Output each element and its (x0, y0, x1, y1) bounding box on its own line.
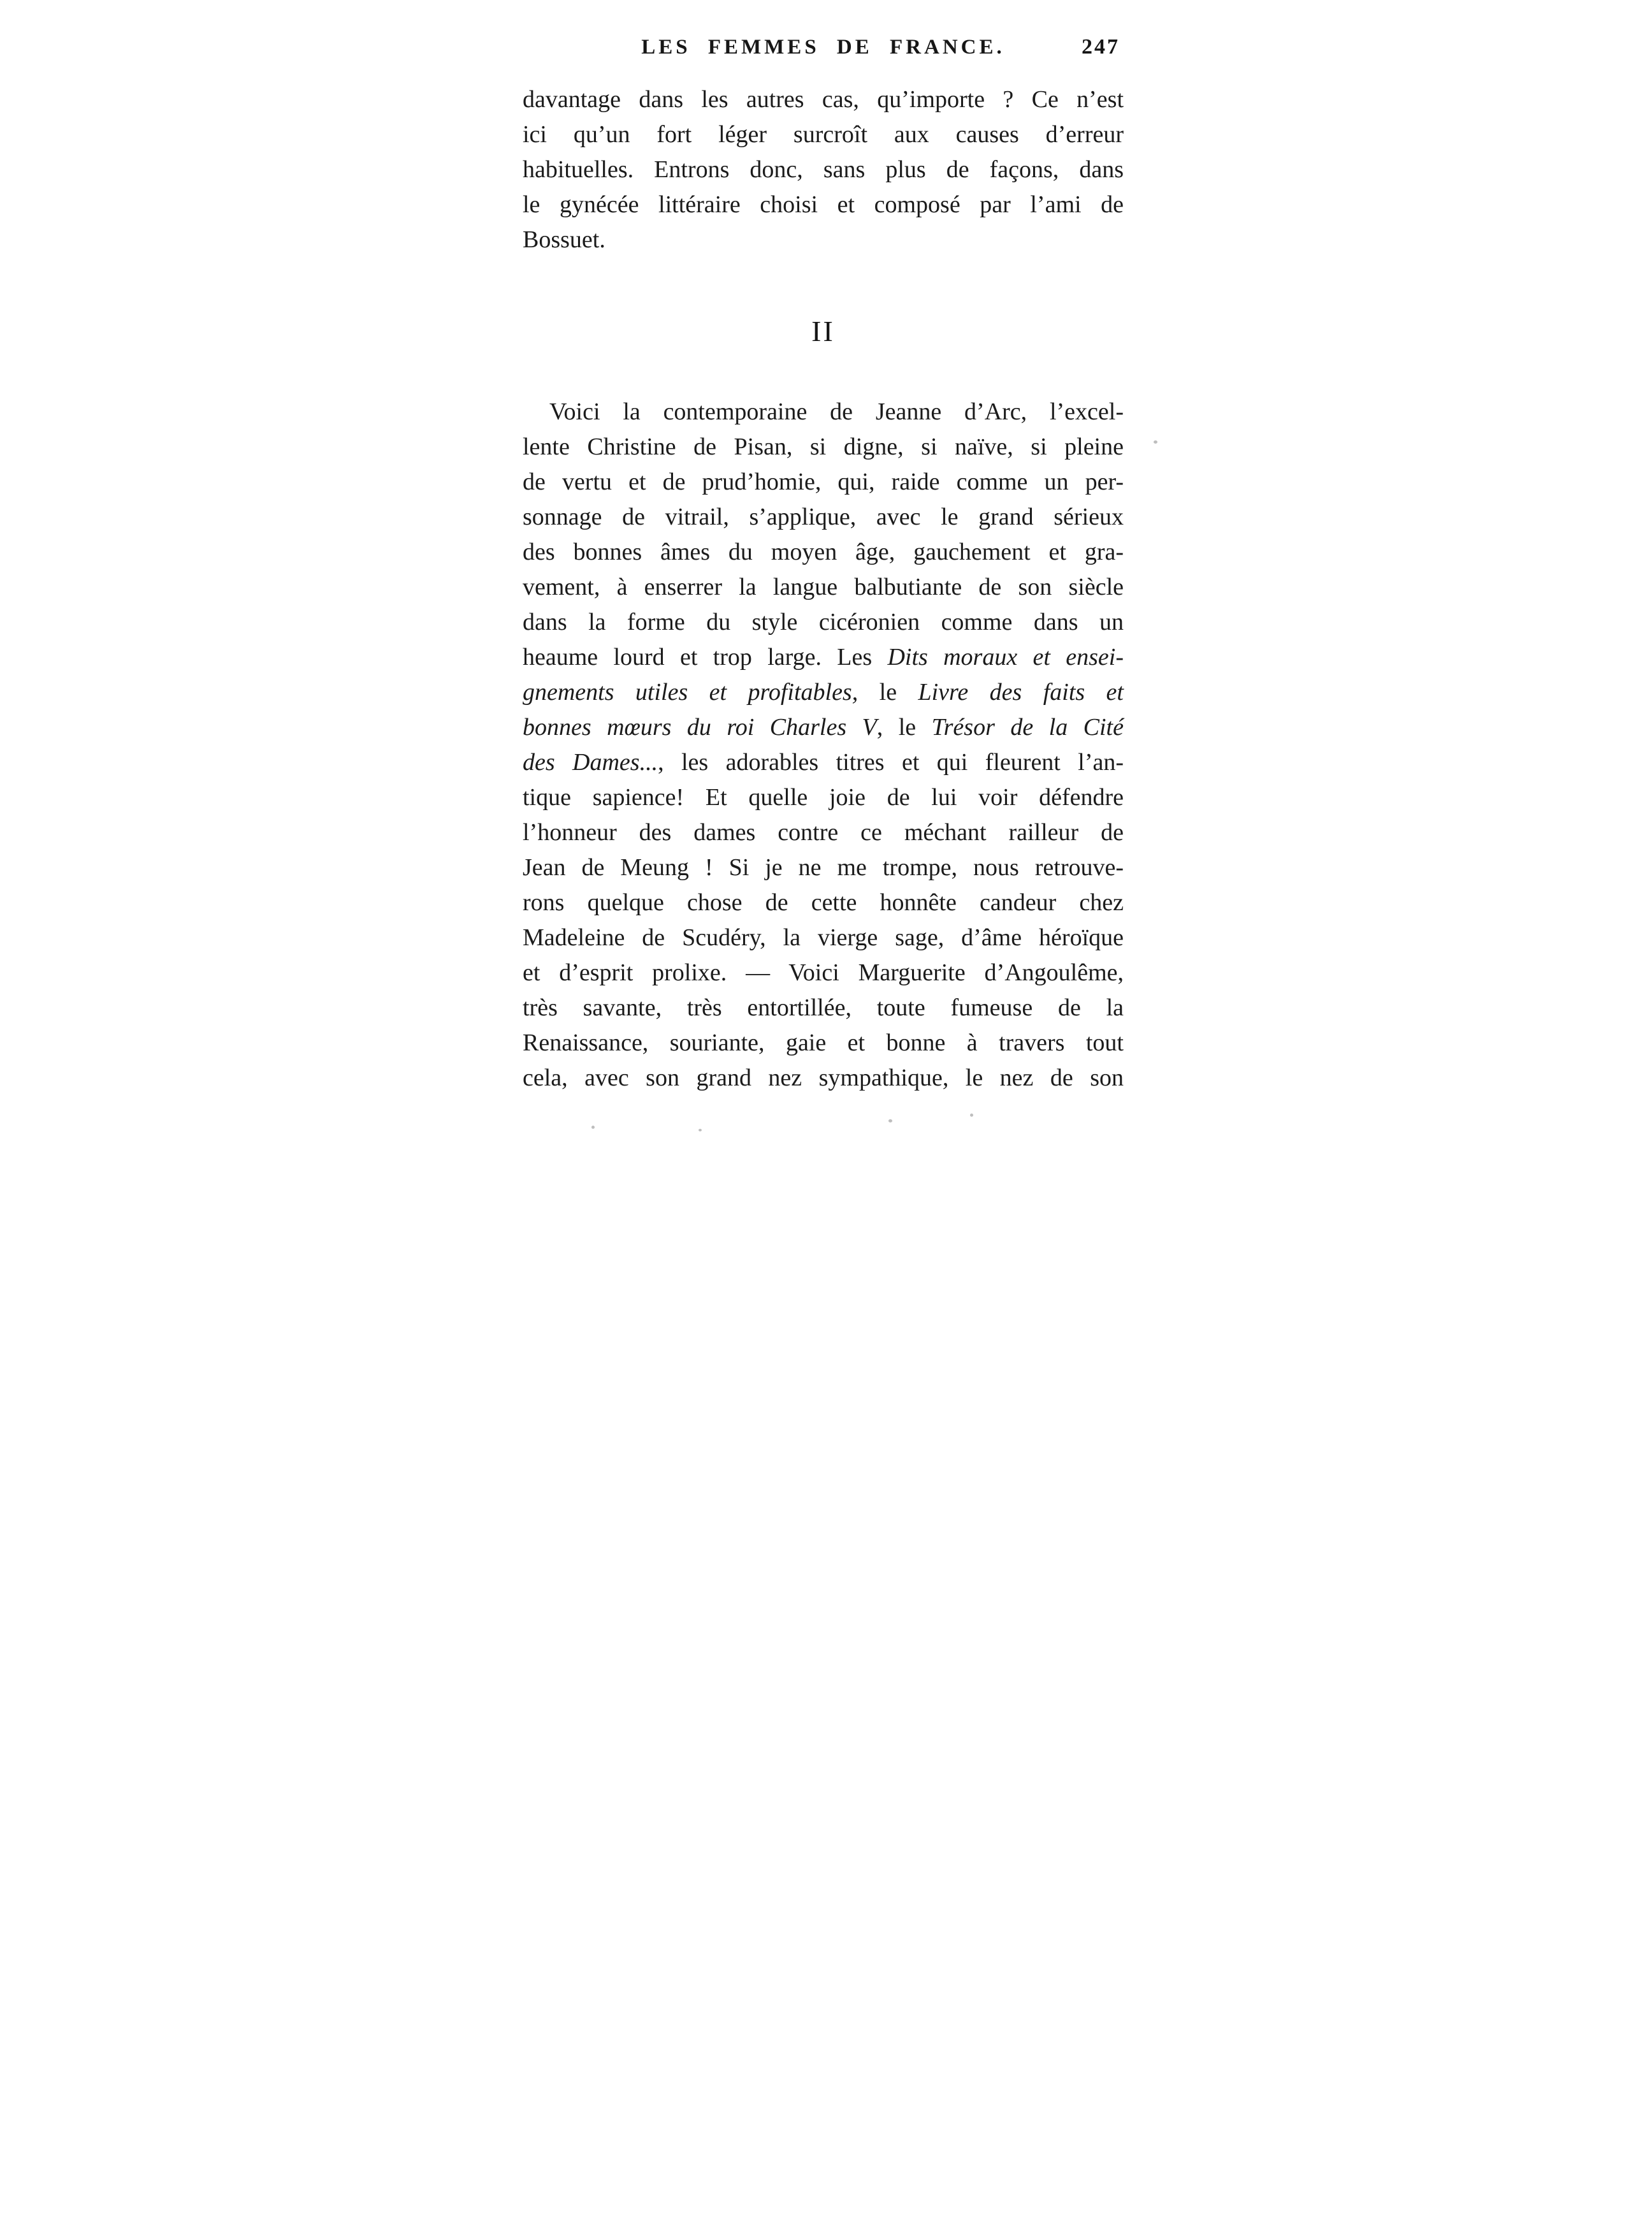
text-line (523, 815, 1124, 850)
italic-text-segment: gnements utiles et profitables, (523, 679, 859, 706)
text-segment: très savante, très entortillée, toute fumeuse de la (523, 994, 1124, 1021)
text-segment: Voici la contemporaine de Jeanne d’Arc, l’excel- (549, 398, 1124, 425)
text-segment: davantage dans les autres cas, qu’importe ? Ce n’est (523, 86, 1124, 113)
text-segment: Jean de Meung ! Si je ne me trompe, nous retrouve- (523, 854, 1124, 881)
text-line (523, 535, 1124, 570)
text-segment: tique sapience! Et quelle joie de lui voir défendre (523, 784, 1124, 811)
text-line (523, 850, 1124, 885)
text-segment: Bossuet. (523, 226, 605, 253)
text-line (523, 500, 1124, 535)
text-line (523, 570, 1124, 605)
text-segment: , les adorables titres et qui fleurent l’an- (658, 749, 1124, 776)
text-segment: l’honneur des dames contre ce méchant railleur de (523, 819, 1124, 846)
text-line (523, 955, 1124, 991)
text-line (523, 430, 1124, 465)
page-number: 247 (1082, 35, 1120, 59)
text-segment: dans la forme du style cicéronien comme dans un (523, 609, 1124, 635)
text-line (523, 745, 1124, 780)
text-segment: ici qu’un fort léger surcroît aux causes d’erreur (523, 121, 1124, 148)
text-line (523, 1061, 1124, 1096)
italic-text-segment: des Dames... (523, 749, 658, 776)
italic-text-segment: Dits moraux et ensei- (887, 644, 1124, 671)
text-segment: heaume lourd et trop large. Les (523, 644, 888, 671)
text-segment: et d’esprit prolixe. — Voici Marguerite d’Angoulême, (523, 959, 1124, 986)
text-line (523, 395, 1124, 430)
text-segment: vement, à enserrer la langue balbutiante de son siècle (523, 574, 1124, 600)
italic-text-segment: bonnes mœurs du roi Charles V (523, 714, 877, 741)
scan-speck (1154, 440, 1157, 444)
text-segment: Renaissance, souriante, gaie et bonne à travers tout (523, 1029, 1124, 1056)
text-segment: cela, avec son grand nez sympathique, le nez de son (523, 1064, 1124, 1091)
scan-speck (888, 1119, 892, 1122)
scan-speck (591, 1126, 595, 1129)
text-segment: Madeleine de Scudéry, la vierge sage, d’âme héroïque (523, 924, 1124, 951)
scan-speck (699, 1129, 702, 1131)
italic-text-segment: Livre des faits et (918, 679, 1124, 706)
text-line (523, 885, 1124, 920)
text-line (523, 991, 1124, 1026)
italic-text-segment: Trésor de la Cité (931, 714, 1124, 741)
text-line (523, 465, 1124, 500)
paragraph-1 (523, 82, 1124, 258)
section-heading: II (811, 315, 835, 347)
text-line (523, 780, 1124, 815)
text-line (523, 152, 1124, 187)
text-segment: habituelles. Entrons donc, sans plus de façons, dans (523, 156, 1124, 183)
text-line (523, 187, 1124, 222)
text-segment: lente Christine de Pisan, si digne, si naïve, si pleine (523, 433, 1124, 460)
text-line (523, 222, 1124, 258)
text-segment: de vertu et de prud’homie, qui, raide comme un per- (523, 468, 1124, 495)
text-line (523, 640, 1124, 675)
text-segment: le (858, 679, 918, 706)
text-line (523, 710, 1124, 745)
text-segment: des bonnes âmes du moyen âge, gauchement et gra- (523, 539, 1124, 565)
running-header-title: LES FEMMES DE FRANCE. (641, 36, 1005, 59)
text-segment: rons quelque chose de cette honnête candeur chez (523, 889, 1124, 916)
text-line (523, 605, 1124, 640)
text-line (523, 675, 1124, 710)
text-line (523, 117, 1124, 152)
paragraph-2 (523, 395, 1124, 1096)
text-line (523, 1026, 1124, 1061)
text-line (523, 920, 1124, 955)
scan-speck (970, 1114, 973, 1117)
text-segment: le gynécée littéraire choisi et composé par l’ami de (523, 191, 1124, 218)
text-segment: , le (876, 714, 932, 741)
text-line (523, 82, 1124, 117)
text-segment: sonnage de vitrail, s’applique, avec le grand sérieux (523, 504, 1124, 530)
running-header (523, 33, 1124, 61)
